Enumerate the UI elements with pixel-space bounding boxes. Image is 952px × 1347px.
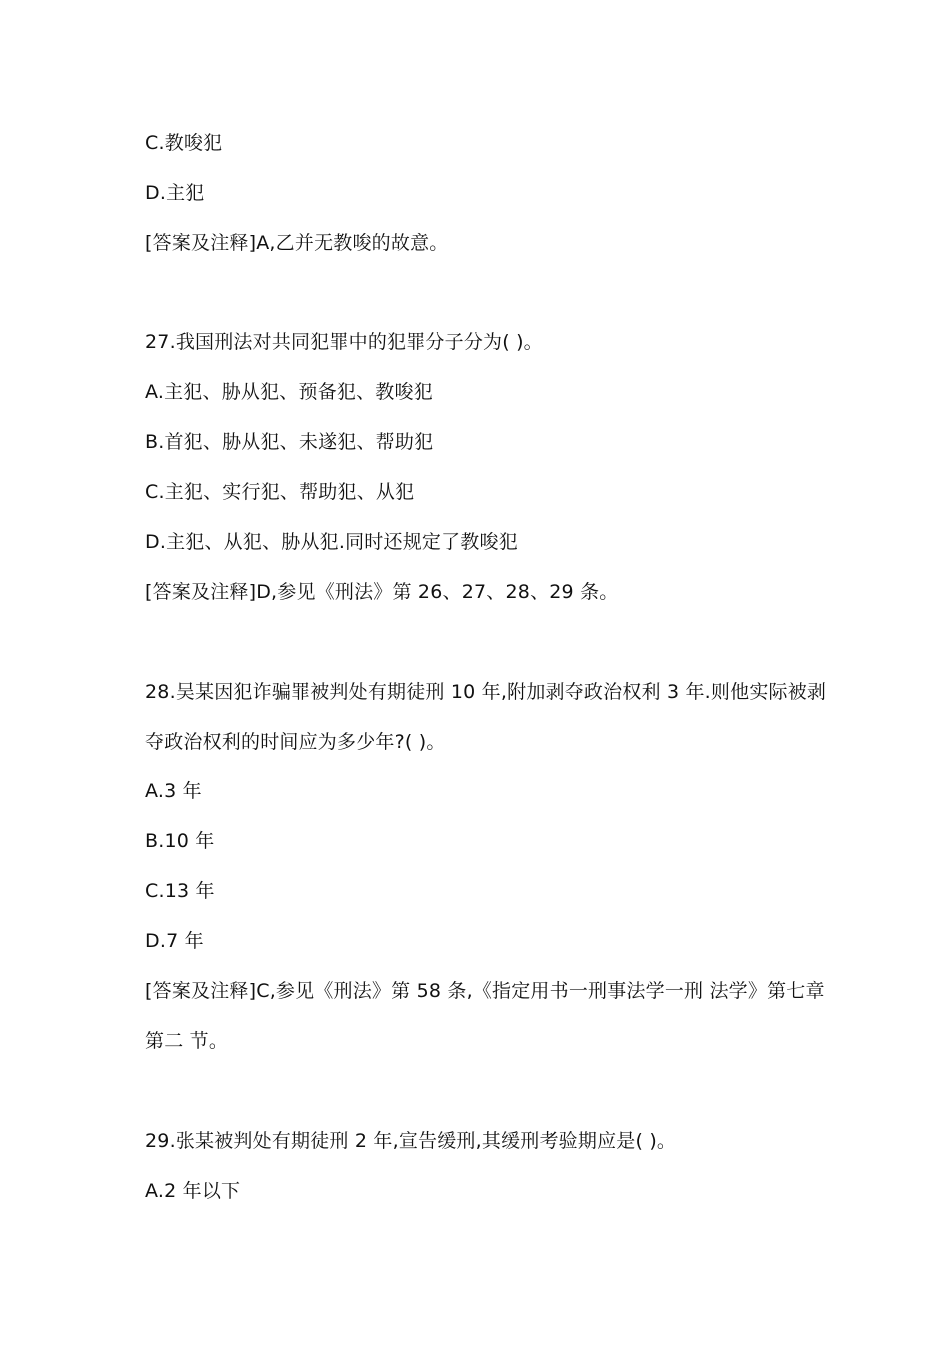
answer-q26: [答案及注释]A,乙并无教唆的故意。 bbox=[145, 232, 449, 254]
answer-q27: [答案及注释]D,参见《刑法》第 26、27、28、29 条。 bbox=[145, 581, 619, 603]
question-28-line2: 夺政治权利的时间应为多少年?( )。 bbox=[145, 731, 446, 753]
option-c-q27: C.主犯、实行犯、帮助犯、从犯 bbox=[145, 481, 415, 503]
option-a-q27: A.主犯、胁从犯、预备犯、教唆犯 bbox=[145, 381, 433, 403]
option-b-q27: B.首犯、胁从犯、未遂犯、帮助犯 bbox=[145, 431, 434, 453]
option-a-q28: A.3 年 bbox=[145, 780, 202, 802]
question-28-line1: 28.吴某因犯诈骗罪被判处有期徒刑 10 年,附加剥夺政治权利 3 年.则他实际被剥 bbox=[145, 681, 827, 703]
question-29: 29.张某被判处有期徒刑 2 年,宣告缓刑,其缓刑考验期应是( )。 bbox=[145, 1130, 677, 1152]
option-d-q27: D.主犯、从犯、胁从犯.同时还规定了教唆犯 bbox=[145, 531, 518, 553]
option-b-q28: B.10 年 bbox=[145, 830, 215, 852]
option-c-q26: C.教唆犯 bbox=[145, 132, 223, 154]
answer-q28-line2: 第二 节。 bbox=[145, 1030, 229, 1052]
option-a-q29: A.2 年以下 bbox=[145, 1180, 241, 1202]
option-d-q28: D.7 年 bbox=[145, 930, 204, 952]
question-27: 27.我国刑法对共同犯罪中的犯罪分子分为( )。 bbox=[145, 331, 543, 353]
option-c-q28: C.13 年 bbox=[145, 880, 215, 902]
answer-q28-line1: [答案及注释]C,参见《刑法》第 58 条,《指定用书一刑事法学一刑 法学》第七章 bbox=[145, 980, 825, 1002]
option-d-q26: D.主犯 bbox=[145, 182, 205, 204]
